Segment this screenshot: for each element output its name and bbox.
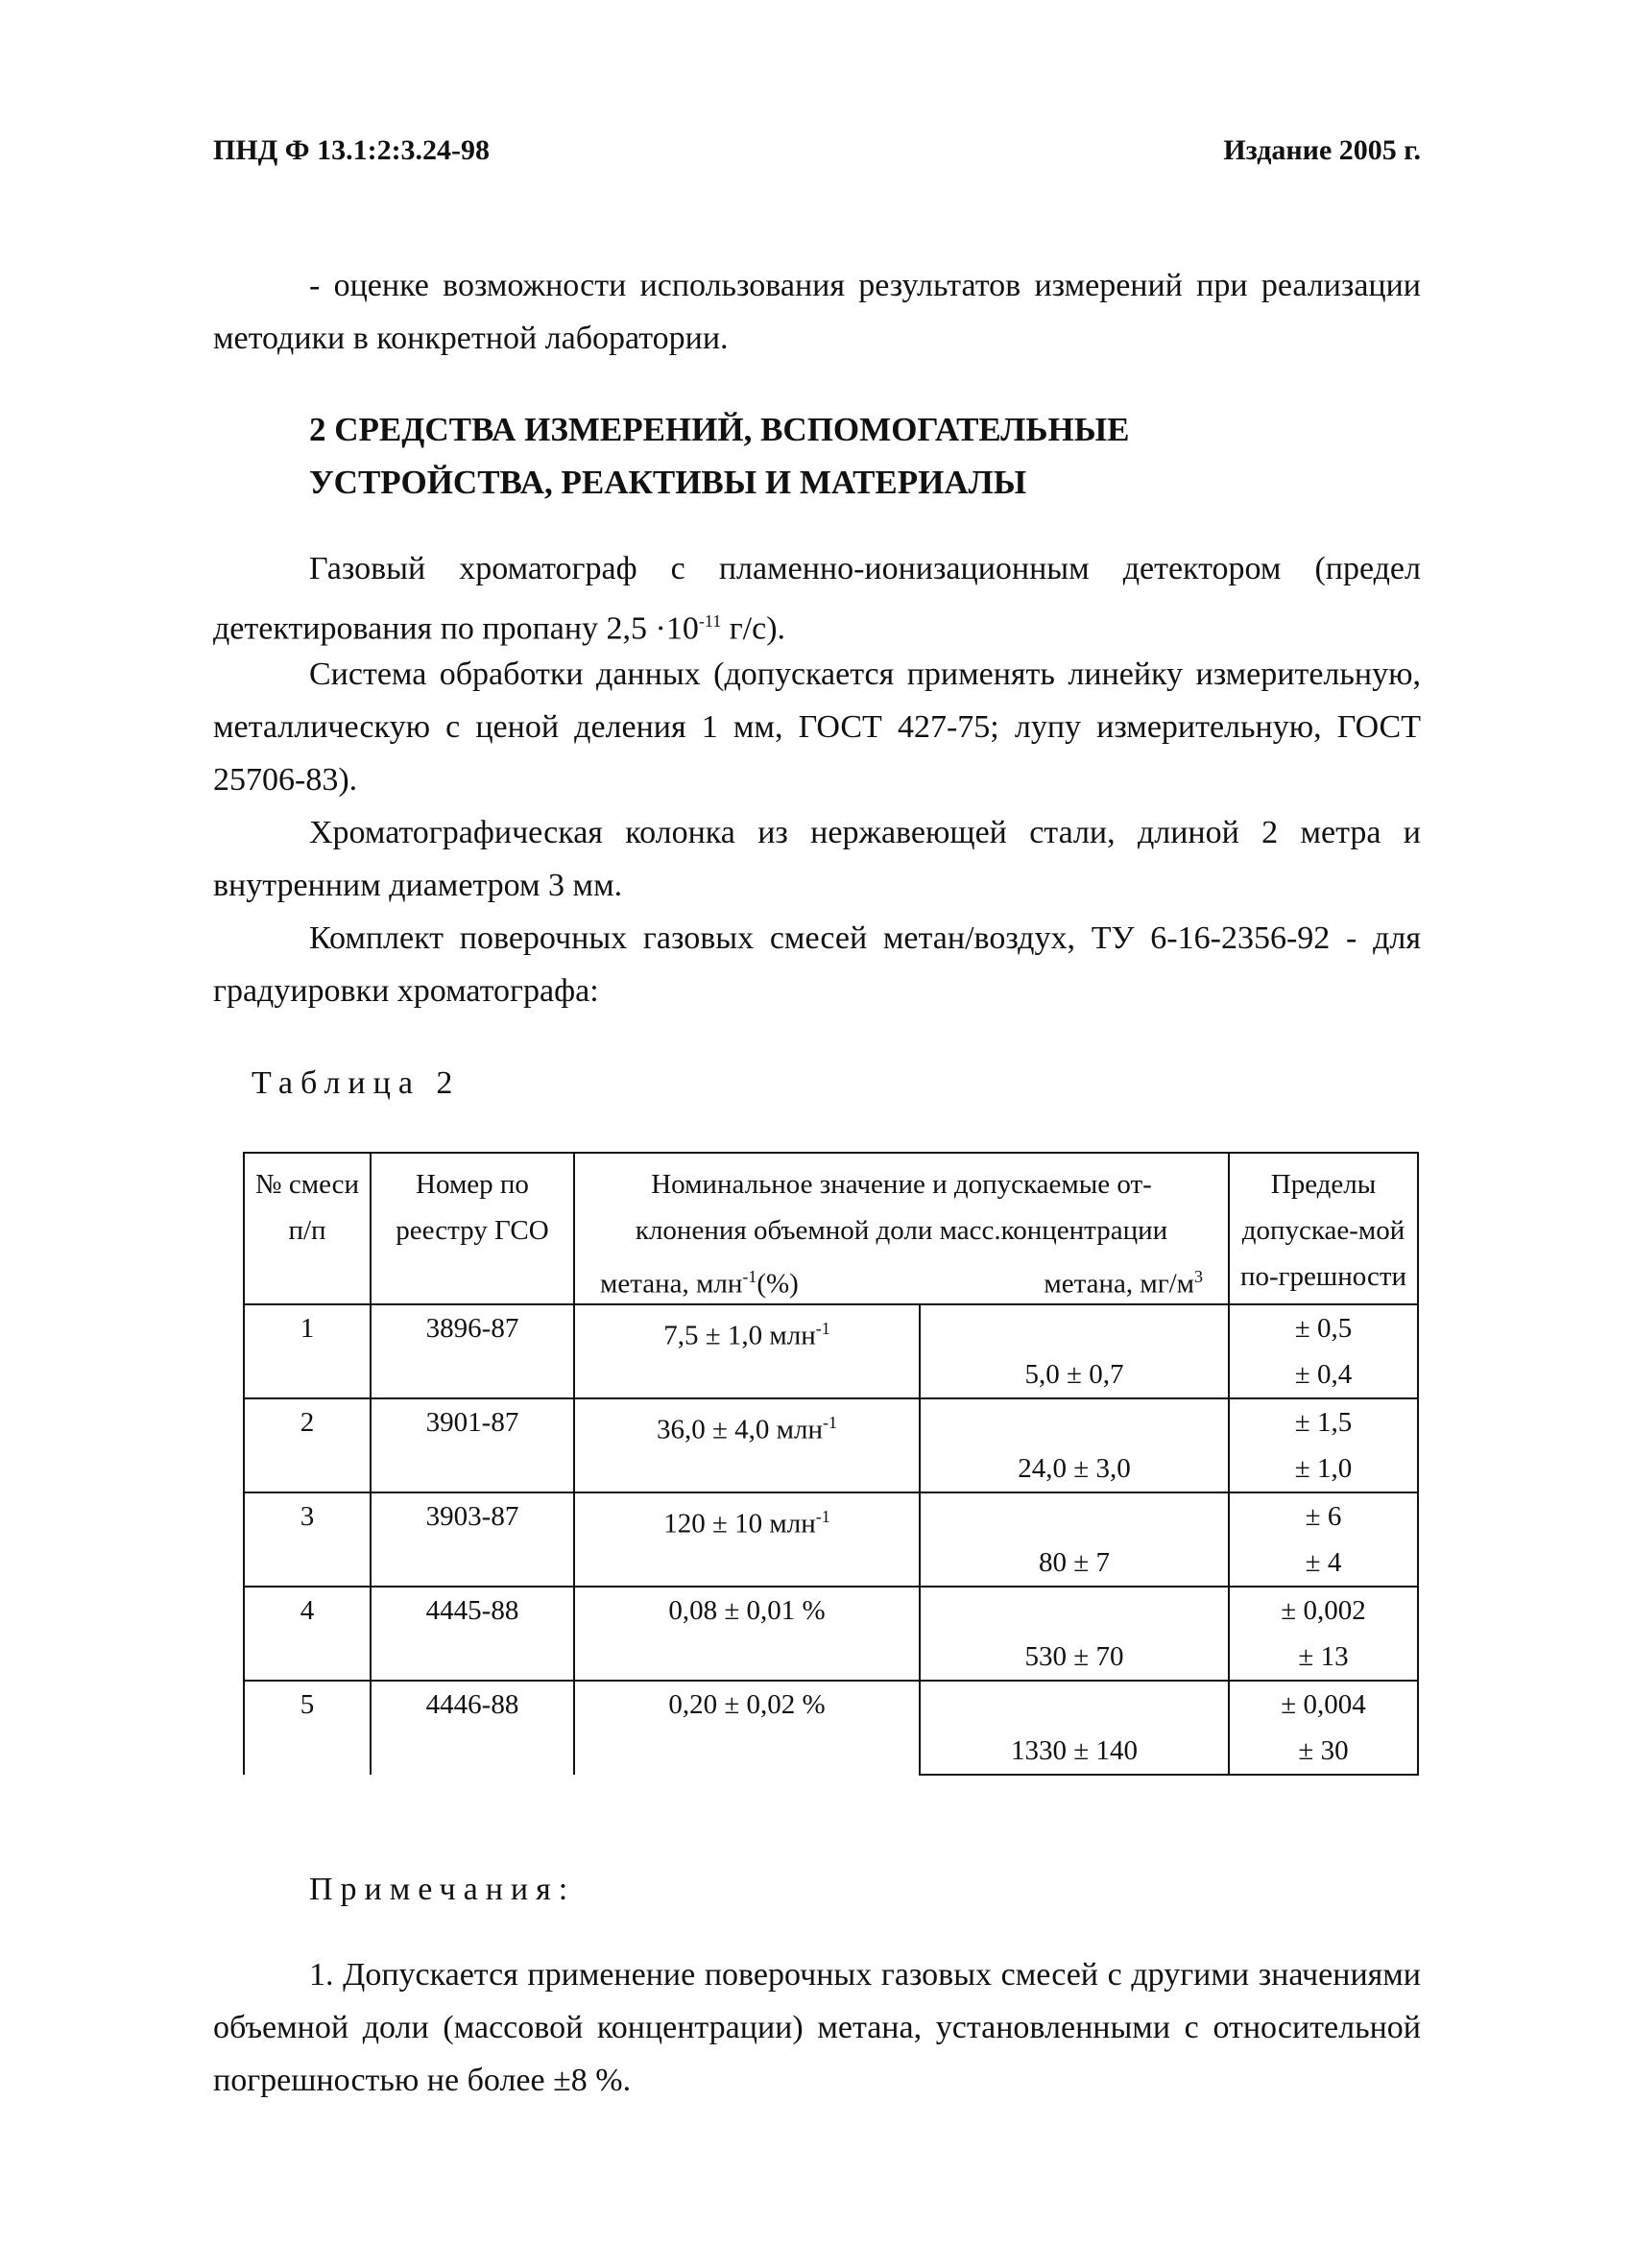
gas-kit-paragraph: Комплект поверочных газовых смесей метан/воздух, ТУ 6-16-2356-92 - для градуировки хроматографа:	[213, 920, 1421, 1009]
header-volume-exp: -1	[742, 1267, 757, 1286]
header-nominal-line2: клонения объемной доли масс.концентрации	[635, 1215, 1168, 1246]
cell-num: 5	[244, 1681, 371, 1775]
cell-volume-text: 7,5 ± 1,0 млн	[663, 1320, 816, 1351]
cell-volume	[574, 1681, 920, 1775]
header-mixture-number: № смеси п/п	[244, 1153, 371, 1304]
document-code: ПНД Ф 13.1:2:3.24-98	[213, 134, 491, 166]
page-header	[213, 134, 1421, 192]
cell-mass: 24,0 ± 3,0	[920, 1445, 1229, 1492]
chromatograph-text-end: г/с).	[721, 610, 786, 647]
table-row	[244, 1587, 1418, 1634]
cell-num: 2	[244, 1398, 371, 1492]
cell-num: 1	[244, 1304, 371, 1398]
header-nominal-value	[574, 1153, 1229, 1304]
cell-volume-text: 0,20 ± 0,02 %	[668, 1689, 826, 1720]
header-volume-tail: (%)	[756, 1268, 799, 1300]
note-1: 1. Допускается применение поверочных газовых смесей с другими значениями объемной доли (массовой концентрации) метана, установленными с относительной погрешностью не более ±8 %.	[213, 1957, 1421, 2098]
cell-mass: 1330 ± 140	[920, 1728, 1229, 1775]
header-error-limits: Пределы допускае-мой по-грешности	[1229, 1153, 1418, 1304]
cell-gso: 3903-87	[371, 1492, 574, 1587]
cell-volume-text: 120 ± 10 млн	[663, 1508, 816, 1540]
cell-limit-volume: ± 1,5	[1229, 1398, 1418, 1445]
section-heading	[309, 403, 1423, 509]
header-volume-text: метана, млн	[600, 1268, 743, 1300]
cell-volume	[574, 1304, 920, 1398]
cell-limit-mass: ± 13	[1229, 1634, 1418, 1681]
cell-volume	[574, 1492, 920, 1587]
table-row	[244, 1304, 1418, 1351]
intro-paragraph: - оценке возможности использования результатов измерений при реализации методики в конкретной лаборатории.	[213, 268, 1421, 356]
table-caption: Таблица 2	[252, 1065, 461, 1101]
table-header-row	[244, 1153, 1418, 1304]
table-row	[244, 1681, 1418, 1728]
notes-heading: Примечания:	[309, 1872, 576, 1907]
cell-volume-exp: -1	[815, 1507, 830, 1526]
cell-mass-empty	[920, 1587, 1229, 1634]
cell-limit-volume: ± 0,002	[1229, 1587, 1418, 1634]
cell-volume-exp: -1	[823, 1413, 837, 1432]
table-row	[244, 1398, 1418, 1445]
header-mass-text: метана, мг/м	[1044, 1268, 1195, 1300]
cell-num: 3	[244, 1492, 371, 1587]
cell-limit-mass: ± 30	[1229, 1728, 1418, 1775]
chromatograph-exponent: -11	[698, 611, 722, 631]
section-heading-line1: 2 СРЕДСТВА ИЗМЕРЕНИЙ, ВСПОМОГАТЕЛЬНЫЕ	[309, 411, 1130, 448]
cell-volume-text: 0,08 ± 0,01 %	[668, 1595, 826, 1626]
cell-mass: 80 ± 7	[920, 1540, 1229, 1587]
header-volume-fraction	[600, 1253, 799, 1307]
cell-gso: 4445-88	[371, 1587, 574, 1681]
cell-mass-empty	[920, 1492, 1229, 1540]
cell-volume-text: 36,0 ± 4,0 млн	[656, 1414, 823, 1445]
cell-volume-exp: -1	[815, 1319, 830, 1338]
cell-limit-volume: ± 0,004	[1229, 1681, 1418, 1728]
cell-num: 4	[244, 1587, 371, 1681]
cell-limit-mass: ± 1,0	[1229, 1445, 1418, 1492]
cell-limit-volume: ± 6	[1229, 1492, 1418, 1540]
cell-gso: 4446-88	[371, 1681, 574, 1775]
section-heading-line2: УСТРОЙСТВА, РЕАКТИВЫ И МАТЕРИАЛЫ	[309, 464, 1027, 501]
cell-volume	[574, 1587, 920, 1681]
chromatograph-paragraph	[213, 542, 1421, 655]
cell-limit-mass: ± 0,4	[1229, 1351, 1418, 1398]
chromatograph-text: Газовый хроматограф с пламенно-ионизационным детектором (предел детектирования по пропану 2,5 ·10	[213, 551, 1421, 647]
header-nominal-line1: Номинальное значение и допускаемые от-	[651, 1169, 1152, 1200]
cell-gso: 3896-87	[371, 1304, 574, 1398]
column-paragraph: Хроматографическая колонка из нержавеющей стали, длиной 2 метра и внутренним диаметром 3 мм.	[213, 815, 1421, 903]
header-gso-number: Номер по реестру ГСО	[371, 1153, 574, 1304]
cell-mass-empty	[920, 1398, 1229, 1445]
cell-mass-empty	[920, 1681, 1229, 1728]
data-system-paragraph: Система обработки данных (допускается применять линейку измерительную, металлическую с ценой деления 1 мм, ГОСТ 427-75; лупу измерительную, ГОСТ 25706-83).	[213, 657, 1421, 798]
table-row	[244, 1492, 1418, 1540]
cell-limit-volume: ± 0,5	[1229, 1304, 1418, 1351]
header-mass-exp: 3	[1194, 1267, 1204, 1286]
cell-mass-empty	[920, 1304, 1229, 1351]
gas-mixtures-table	[243, 1152, 1419, 1776]
cell-mass: 530 ± 70	[920, 1634, 1229, 1681]
cell-volume	[574, 1398, 920, 1492]
header-mass-concentration	[1044, 1253, 1203, 1307]
edition-label: Издание 2005 г.	[1223, 134, 1421, 166]
cell-limit-mass: ± 4	[1229, 1540, 1418, 1587]
cell-mass: 5,0 ± 0,7	[920, 1351, 1229, 1398]
cell-gso: 3901-87	[371, 1398, 574, 1492]
